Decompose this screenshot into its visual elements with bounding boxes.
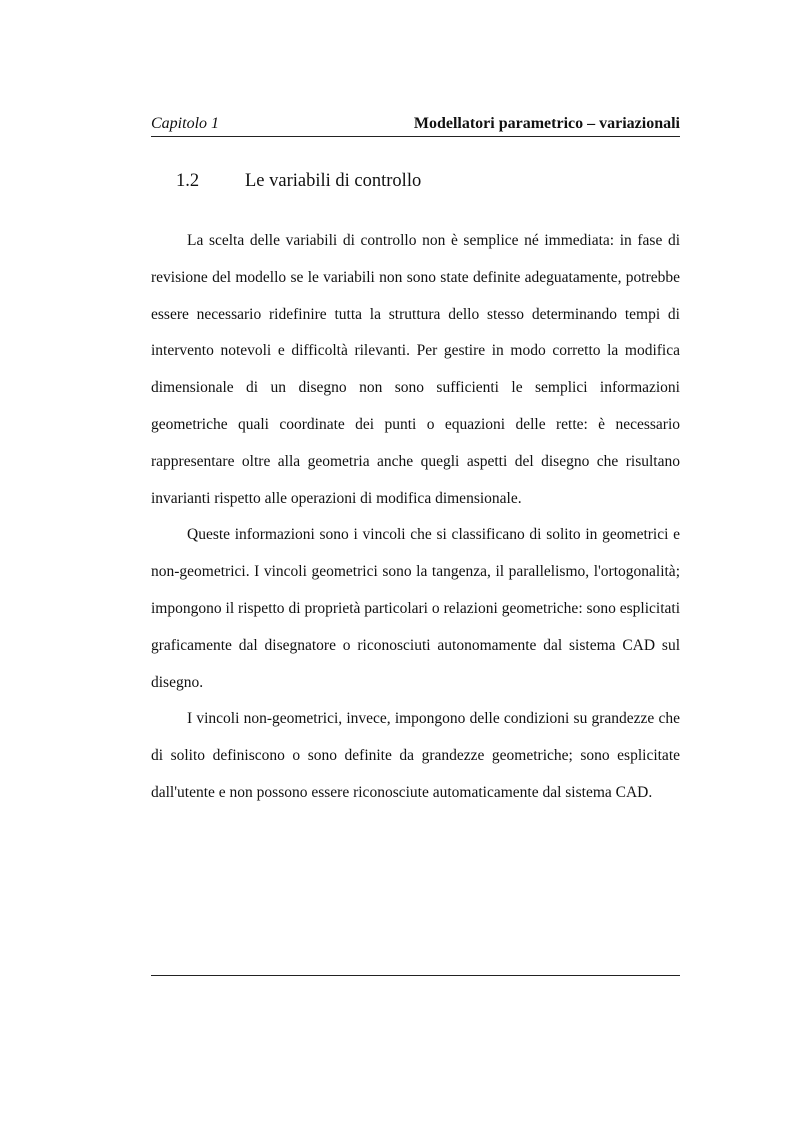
paragraph: I vincoli non-geometrici, invece, impongono delle condizioni su grandezze che di solito definiscono o sono definite da grandezze geometriche; sono esplicitate dall'utente e non possono essere riconosciute automaticamente dal sistema CAD. <box>151 710 680 801</box>
chapter-label: Capitolo 1 <box>151 115 220 132</box>
page-header <box>151 114 680 137</box>
body-text <box>151 223 680 812</box>
chapter-title: Modellatori parametrico – variazionali <box>413 115 680 132</box>
footer-rule <box>151 975 680 976</box>
paragraph: La scelta delle variabili di controllo non è semplice né immediata: in fase di revisione del modello se le variabili non sono state definite adeguatamente, potrebbe essere necessario ridefinire tutta la struttura dello stesso determinando tempi di intervento notevoli e difficoltà rilevanti. Per gestire in modo corretto la modifica dimensionale di un disegno non sono sufficienti le semplici informazioni geometriche quali coordinate dei punti o equazioni delle rette: è necessario rappresentare oltre alla geometria anche quegli aspetti del disegno che risultano invarianti rispetto alle operazioni di modifica dimensionale. <box>151 232 680 507</box>
section-number: 1.2 <box>176 171 200 191</box>
paragraph: Queste informazioni sono i vincoli che si classificano di solito in geometrici e non-geometrici. I vincoli geometrici sono la tangenza, il parallelismo, l'ortogonalità; impongono il rispetto di proprietà particolari o relazioni geometriche: sono esplicitati graficamente dal disegnatore o riconosciuti autonomamente dal sistema CAD sul disegno. <box>151 526 680 691</box>
section-title: Le variabili di controllo <box>245 171 422 191</box>
